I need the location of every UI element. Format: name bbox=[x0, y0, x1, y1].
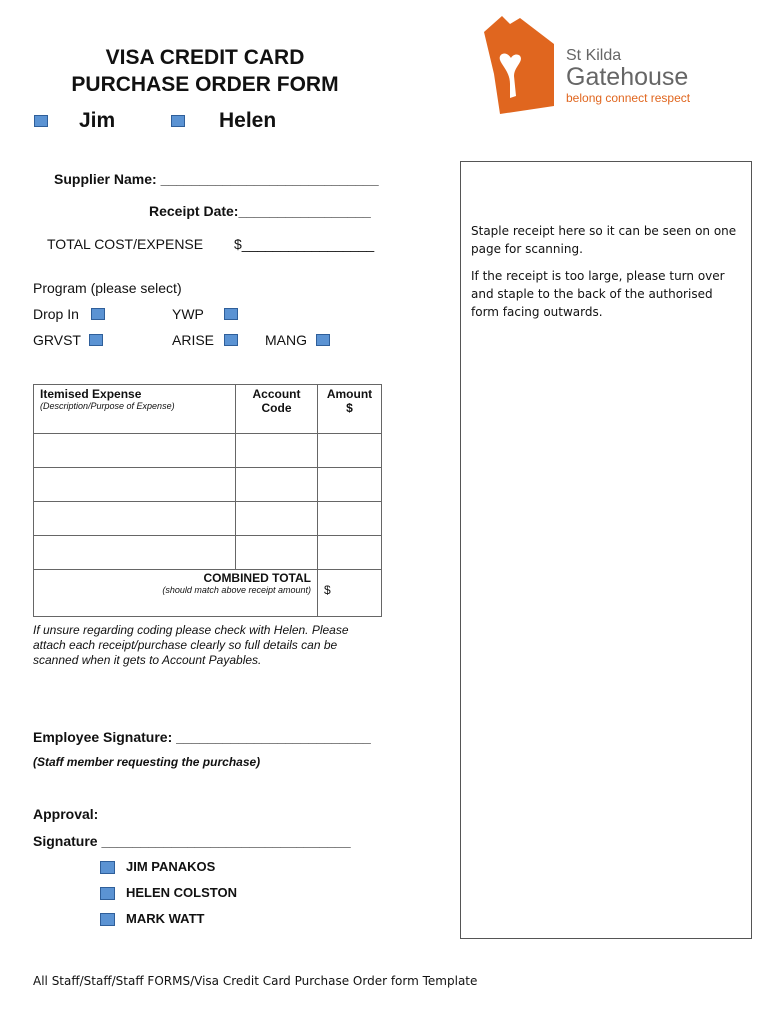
staple-instruction-2: If the receipt is too large, please turn over and staple to the back of the authorised form facing outwards. bbox=[471, 269, 725, 319]
account-code-cell[interactable] bbox=[236, 468, 318, 502]
itemised-expense-table bbox=[33, 384, 382, 617]
receipt-date-label: Receipt Date:_________________ bbox=[149, 203, 371, 219]
staple-receipt-box bbox=[460, 161, 752, 939]
amount-cell[interactable] bbox=[318, 502, 382, 536]
logo-org-line2: Gatehouse bbox=[566, 63, 689, 91]
combined-total-row bbox=[34, 570, 382, 617]
total-cost-line[interactable]: $_________________ bbox=[234, 236, 375, 252]
table-row bbox=[34, 536, 382, 570]
table-row bbox=[34, 502, 382, 536]
combined-total-amount[interactable]: $ bbox=[318, 570, 382, 617]
program-dropin-checkbox[interactable] bbox=[91, 308, 105, 320]
supplier-label: Supplier Name: ____________________________ bbox=[54, 171, 379, 187]
col-account-code-header: Account Code bbox=[236, 385, 318, 434]
account-code-cell[interactable] bbox=[236, 502, 318, 536]
approval-label: Approval: bbox=[33, 806, 99, 822]
employee-signature-line: _________________________ bbox=[176, 729, 371, 745]
description-cell[interactable] bbox=[34, 502, 236, 536]
approver-mark-label: MARK WATT bbox=[126, 911, 205, 926]
approver-jim-label: JIM PANAKOS bbox=[126, 859, 216, 874]
account-code-cell[interactable] bbox=[236, 434, 318, 468]
description-cell[interactable] bbox=[34, 434, 236, 468]
table-row bbox=[34, 468, 382, 502]
account-code-cell[interactable] bbox=[236, 536, 318, 570]
employee-signature-label: Employee Signature: _________________________ bbox=[33, 729, 371, 745]
helen-label: Helen bbox=[219, 109, 277, 132]
employee-signature-sub: (Staff member requesting the purchase) bbox=[33, 755, 261, 769]
supplier-line: ____________________________ bbox=[160, 171, 379, 187]
table-row bbox=[34, 434, 382, 468]
program-arise-label: ARISE bbox=[172, 332, 215, 348]
amount-cell[interactable] bbox=[318, 536, 382, 570]
col-description-header: Itemised Expense (Description/Purpose of Expense) bbox=[34, 385, 236, 434]
footer-path: All Staff/Staff/Staff FORMS/Visa Credit Card Purchase Order form Template bbox=[33, 974, 478, 988]
form-title-line1: VISA CREDIT CARD bbox=[105, 46, 305, 69]
program-arise-checkbox[interactable] bbox=[224, 334, 238, 346]
amount-cell[interactable] bbox=[318, 468, 382, 502]
coding-note: If unsure regarding coding please check with Helen. Please attach each receipt/purchase clearly so full details can be scanned when it gets to Account Payables. bbox=[33, 623, 349, 667]
jim-checkbox[interactable] bbox=[34, 115, 48, 127]
amount-cell[interactable] bbox=[318, 434, 382, 468]
gatehouse-logo bbox=[480, 14, 710, 116]
jim-label: Jim bbox=[79, 109, 116, 132]
program-dropin-label: Drop In bbox=[33, 306, 79, 322]
approver-helen-label: HELEN COLSTON bbox=[126, 885, 237, 900]
house-heart-icon bbox=[480, 14, 560, 116]
program-grvst-checkbox[interactable] bbox=[89, 334, 103, 346]
receipt-date-line: _________________ bbox=[238, 203, 371, 219]
program-heading: Program (please select) bbox=[33, 280, 182, 296]
logo-tagline: belong connect respect bbox=[566, 91, 691, 105]
col-amount-header: Amount $ bbox=[318, 385, 382, 434]
approver-helen-checkbox[interactable] bbox=[100, 887, 115, 900]
approver-mark-checkbox[interactable] bbox=[100, 913, 115, 926]
description-cell[interactable] bbox=[34, 536, 236, 570]
program-ywp-label: YWP bbox=[172, 306, 204, 322]
description-cell[interactable] bbox=[34, 468, 236, 502]
approval-signature-label: Signature ________________________________ bbox=[33, 833, 351, 849]
program-ywp-checkbox[interactable] bbox=[224, 308, 238, 320]
total-cost-label: TOTAL COST/EXPENSE bbox=[47, 236, 204, 252]
logo-org-line1: St Kilda bbox=[566, 47, 622, 64]
approver-jim-checkbox[interactable] bbox=[100, 861, 115, 874]
program-mang-checkbox[interactable] bbox=[316, 334, 330, 346]
program-grvst-label: GRVST bbox=[33, 332, 81, 348]
approval-signature-line: ________________________________ bbox=[101, 833, 351, 849]
staple-instruction-1: Staple receipt here so it can be seen on one page for scanning. bbox=[471, 224, 737, 256]
form-title-line2: PURCHASE ORDER FORM bbox=[71, 73, 339, 96]
program-mang-label: MANG bbox=[265, 332, 307, 348]
combined-total-label: COMBINED TOTAL (should match above receipt amount) bbox=[34, 570, 318, 617]
helen-checkbox[interactable] bbox=[171, 115, 185, 127]
